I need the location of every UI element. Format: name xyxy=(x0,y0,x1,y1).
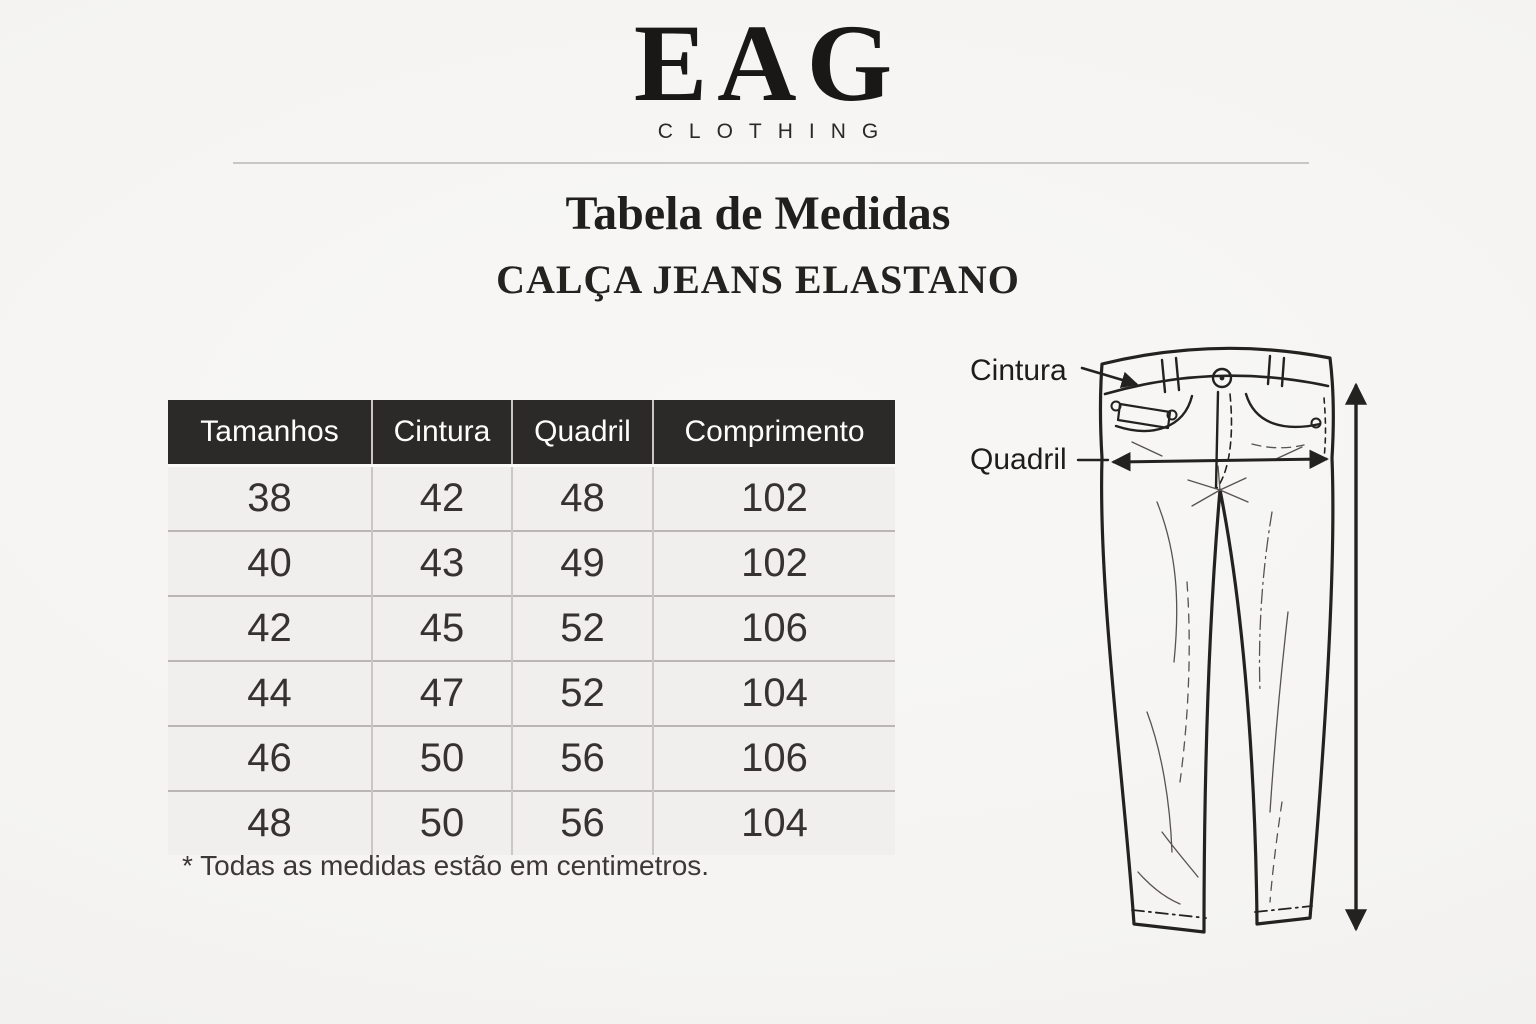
belt-loop xyxy=(1162,358,1179,392)
hem-line xyxy=(1255,906,1312,912)
length-cell: 106 xyxy=(653,726,895,791)
page-subtitle: CALÇA JEANS ELASTANO xyxy=(496,257,1020,302)
wrinkle-line xyxy=(1180,582,1189,782)
size-cell: 44 xyxy=(168,661,372,726)
brand-block xyxy=(0,2,1536,144)
brand-tagline: CLOTHING xyxy=(657,120,895,143)
length-cell: 102 xyxy=(653,466,895,532)
jeans-measurement-diagram xyxy=(940,330,1400,1000)
fly-line xyxy=(1216,392,1218,488)
wrinkle-line xyxy=(1147,712,1172,852)
size-cell: 42 xyxy=(168,596,372,661)
length-cell: 106 xyxy=(653,596,895,661)
hip-cell: 49 xyxy=(512,531,653,596)
col-header-tamanhos: Tamanhos xyxy=(168,400,372,466)
length-cell: 102 xyxy=(653,531,895,596)
wrinkle-line xyxy=(1260,512,1273,692)
wrinkle-line xyxy=(1270,612,1288,812)
hip-cell: 52 xyxy=(512,661,653,726)
pocket-stitch xyxy=(1252,444,1304,448)
brand-logo: EAG xyxy=(633,2,903,124)
hip-cell: 56 xyxy=(512,726,653,791)
size-cell: 40 xyxy=(168,531,372,596)
size-cell: 38 xyxy=(168,466,372,532)
waist-cell: 42 xyxy=(372,466,512,532)
waist-cell: 43 xyxy=(372,531,512,596)
page-title: Tabela de Medidas xyxy=(565,187,951,240)
length-cell: 104 xyxy=(653,791,895,855)
coin-pocket xyxy=(1118,404,1170,428)
button-center xyxy=(1220,376,1225,381)
length-cell: 104 xyxy=(653,661,895,726)
jeans-illustration xyxy=(940,330,1400,1000)
waist-label: Cintura xyxy=(970,354,1067,387)
table-row xyxy=(168,531,895,596)
hip-width-arrow xyxy=(1114,459,1326,462)
wrinkle-line xyxy=(1270,802,1282,902)
waist-cell: 47 xyxy=(372,661,512,726)
table-row xyxy=(168,466,895,532)
waist-cell: 50 xyxy=(372,791,512,855)
table-row xyxy=(168,596,895,661)
table-row xyxy=(168,726,895,791)
hip-label: Quadril xyxy=(970,443,1067,476)
table-header-row xyxy=(168,400,895,466)
right-pocket-curve xyxy=(1246,394,1320,427)
hem-line xyxy=(1132,910,1206,918)
size-cell: 46 xyxy=(168,726,372,791)
belt-loop xyxy=(1268,356,1284,386)
size-cell: 48 xyxy=(168,791,372,855)
table-row xyxy=(168,791,895,855)
wrinkle-line xyxy=(1162,832,1198,877)
hip-cell: 56 xyxy=(512,791,653,855)
wrinkle-line xyxy=(1138,872,1180,904)
hip-cell: 52 xyxy=(512,596,653,661)
col-header-cintura: Cintura xyxy=(372,400,512,466)
units-footnote: * Todas as medidas estão em centimetros. xyxy=(182,850,710,881)
horizontal-divider xyxy=(233,162,1309,164)
waist-cell: 50 xyxy=(372,726,512,791)
table-row xyxy=(168,661,895,726)
size-table xyxy=(168,400,895,855)
col-header-comprimento: Comprimento xyxy=(653,400,895,466)
col-header-quadril: Quadril xyxy=(512,400,653,466)
waist-cell: 45 xyxy=(372,596,512,661)
hip-cell: 48 xyxy=(512,466,653,532)
side-seam-stitch xyxy=(1324,398,1326,458)
waist-pointer-line xyxy=(1082,368,1136,384)
wrinkle-line xyxy=(1157,502,1177,662)
